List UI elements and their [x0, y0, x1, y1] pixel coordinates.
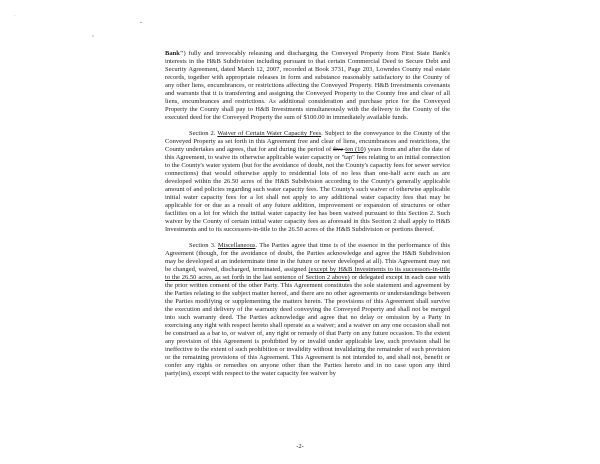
- paragraph-text: . Subject to the conveyance to the County of the Conveyed Property as set forth in this Agreement free and clear of liens, encumbrances and restrictions, the County undertakes and agrees, that for and during the period of: [165, 130, 450, 153]
- paragraph-text: ) years from and after the date of this Agreement, to waive its otherwise applicable water capacity or "tap" fees relating to an initial connection to the County's water system (but for the avoidance of doubt, not the County's capacity fees for sewer service connections) that would otherwise apply to residential lots of no less than one-half acre each as are developed within the 26.50 acres of the H&B Subdivision according to the County's generally applicable amount of and policies regarding such water capacity fees. The County's such waiver of otherwise applicable initial water capacity fees for a lot shall not apply to any additional water capacity fees that may be applicable for or due as a result of any future addition, improvement or expansion of structures or other facilities on a lot for which the initial water capacity fee has been waived pursuant to this Section 2. Such waiver by the County of certain initial water capacity fees as aforesaid in this Section 2 shall apply to H&B Investments and to its successors-in-title to the 26.50 acres of the H&B Subdivision or portions thereof.: [165, 146, 450, 233]
- section-number: Section 3.: [189, 242, 218, 249]
- document-body: [165, 50, 450, 386]
- paragraph-text: or delegated except in each case with the prior written consent of the other Party. This Agreement constitutes the sole statement and agreement by the Parties relating to the subject matter hereof, and there are no other agreements or understandings between the Parties modifying or supplementing the matters herein. The provisions of this Agreement shall survive the execution and delivery of the warranty deed conveying the Conveyed Property and shall not be merged into such warranty deed. The Parties acknowledge and agree that no delay or omission by a Party in exercising any right with respect hereto shall operate as a waiver; and a waiver on any one occasion shall not be construed as a bar to, or waiver of, any right or remedy of that Party on any future occasion. To the extent any provision of this Agreement is prohibited by or invalid under applicable law, such provision shall be ineffective to the extent of such prohibition or invalidity without invalidating the remainder of such provision or the remaining provisions of this Agreement. This Agreement is not intended to, and shall not, benefit or confer any rights or remedies on anyone other than the Parties hereto and in no case upon any third party(ies), except with respect to the water capacity fee waiver by: [165, 274, 450, 377]
- paragraph-release: [165, 50, 450, 122]
- scan-mark: ·: [14, 14, 16, 19]
- paragraph-text: ) fully and irrevocably releasing and discharging the Conveyed Property from First State Bank's interests in the H&B Subdivision including pursuant to that certain Commercial Deed to Secure Debt and Security Agreement, dated March 12, 2007, recorded at Book 3731, Page 203, Lowndes County real estate records, together with appropriate releases in form and substance reasonably satisfactory to the County of any other liens, encumbrances, or restrictions affecting the Conveyed Property. H&B Investments covenants and warrants that it is transferring and assigning the Conveyed Property to the County free and clear of all liens, encumbrances and restrictions. As additional consideration and purchase price for the Conveyed Property the County shall pay to H&B Investments simultaneously with the delivery to the County of the executed deed for the Conveyed Property the sum of $100.00 in immediately available funds.: [165, 50, 450, 121]
- paragraph-text: . The Parties agree that time is of the essence in the performance of this Agreement (though, for the avoidance of doubt, the Parties acknowledge and agree the H&B Subdivision may be developed at an indeterminate time in the future or never developed at all). This Agreement may not be changed, waived, discharged, terminated, assigned: [165, 242, 450, 273]
- section-heading: Waiver of Certain Water Capacity Fees: [217, 130, 322, 137]
- paragraph-text: -: [343, 146, 346, 153]
- section-heading: Miscellaneous: [217, 242, 256, 249]
- scan-mark: -: [140, 18, 143, 26]
- paragraph-section-2: [165, 130, 450, 234]
- inserted-text: ten (10: [345, 146, 364, 153]
- section-number: Section 2.: [189, 130, 218, 137]
- paragraph-section-3: [165, 242, 450, 378]
- bold-term: Bank": [165, 50, 184, 57]
- page-number: -2-: [296, 443, 304, 450]
- scan-mark: ": [92, 36, 95, 41]
- inserted-text: (except by H&B Investments to its successors-in-title to the 26.50 acres, as set forth in the last sentence of Section 2 above): [165, 266, 450, 281]
- struck-text: five: [332, 146, 344, 153]
